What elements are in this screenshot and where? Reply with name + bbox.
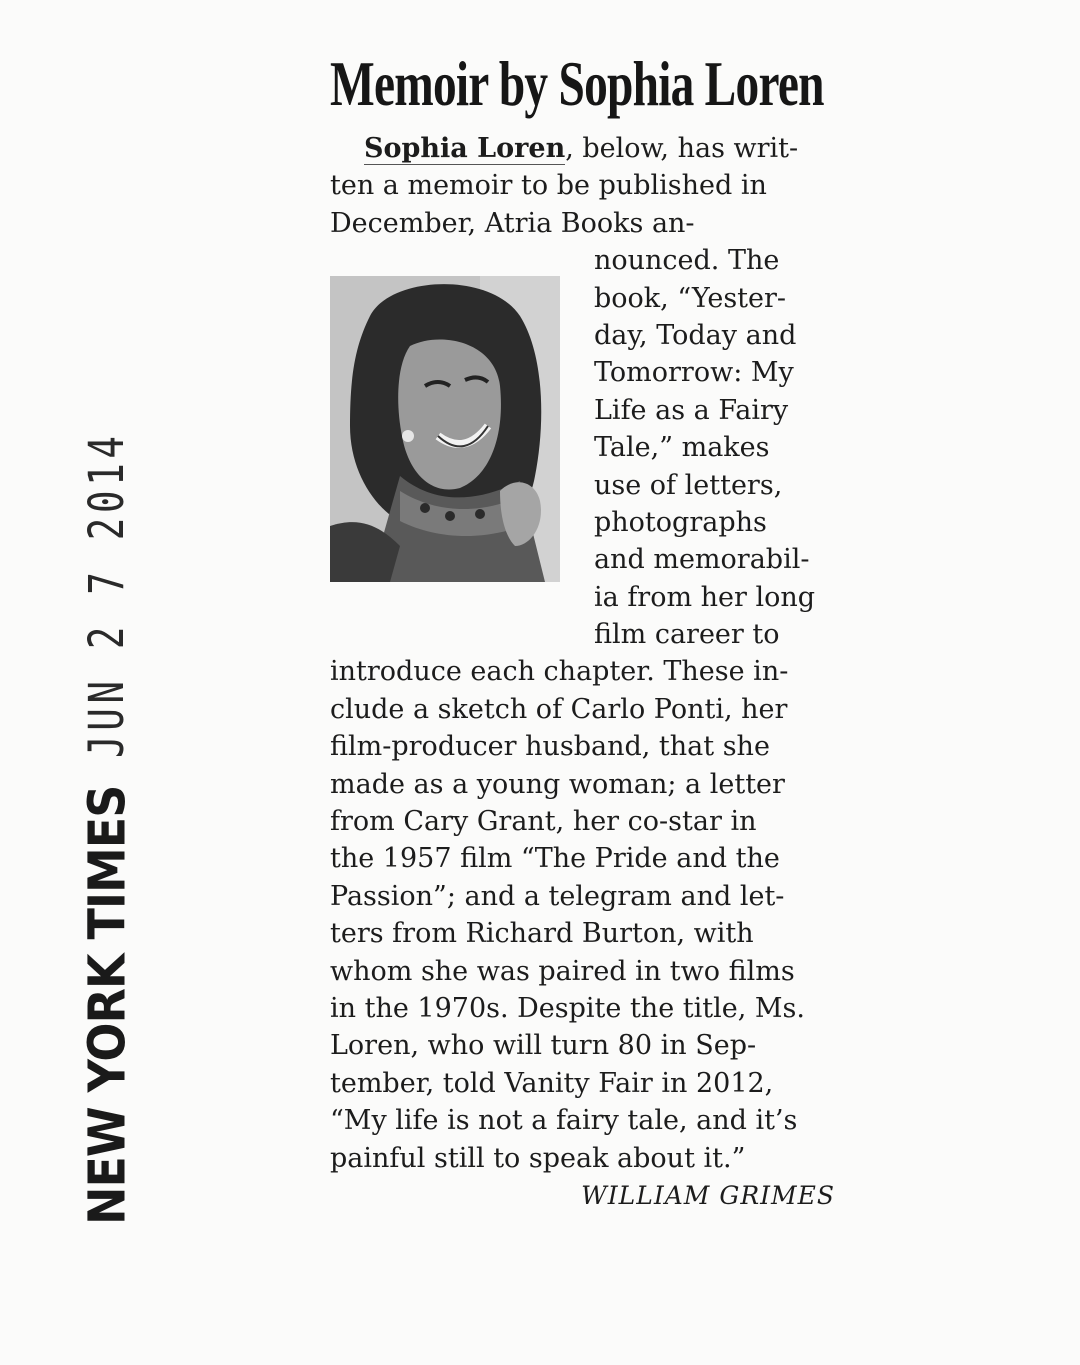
article-line: use of letters, xyxy=(594,469,783,501)
article-line: day, Today and xyxy=(594,319,797,351)
article-line: photographs xyxy=(594,506,767,538)
article-byline: WILLIAM GRIMES xyxy=(581,1180,835,1210)
portrait-photo xyxy=(330,276,560,582)
article-line: the 1957 film “The Pride and the xyxy=(330,843,780,875)
article-line: Passion”; and a telegram and let- xyxy=(330,880,785,912)
article-line: film-producer husband, that she xyxy=(330,731,770,763)
portrait-photo-image xyxy=(330,276,560,582)
article-line: Life as a Fairy xyxy=(594,394,789,426)
stamp-newspaper-name: NEW YORK TIMES xyxy=(77,785,137,1225)
article-line: ters from Richard Burton, with xyxy=(330,918,754,950)
article-line: and memorabil- xyxy=(594,544,810,576)
article-line: ia from her long xyxy=(594,581,816,613)
article-line: nounced. The xyxy=(594,245,780,277)
article-line: December, Atria Books an- xyxy=(330,207,695,239)
article-line: ten a memoir to be published in xyxy=(330,170,767,202)
article-line: Loren, who will turn 80 in Sep- xyxy=(330,1030,757,1062)
photo-side-column xyxy=(594,242,835,653)
photo-wrap xyxy=(330,242,835,653)
article-line: from Cary Grant, her co-star in xyxy=(330,806,757,838)
article-line: whom she was paired in two films xyxy=(330,955,795,987)
lead-name: Sophia Loren xyxy=(364,133,566,164)
stamp-date: JUN 2 7 2014 xyxy=(79,430,135,758)
article-body xyxy=(330,130,835,1213)
article-line: “My life is not a fairy tale, and it’s xyxy=(330,1105,798,1137)
article-line: made as a young woman; a letter xyxy=(330,768,785,800)
article-line: clude a sketch of Carlo Ponti, her xyxy=(330,693,788,725)
article-line: tember, told Vanity Fair in 2012, xyxy=(330,1067,774,1099)
article-line: introduce each chapter. These in- xyxy=(330,656,789,688)
article-line: in the 1970s. Despite the title, Ms. xyxy=(330,992,805,1024)
article-line: painful still to speak about it.” xyxy=(330,1142,746,1174)
article-line-text: , below, has writ- xyxy=(565,133,799,164)
newspaper-date-stamp xyxy=(52,430,162,1225)
article-line: Tale,” makes xyxy=(594,432,770,464)
article-line xyxy=(330,130,835,167)
article-line: Tomorrow: My xyxy=(594,357,794,389)
article-headline: Memoir by Sophia Loren xyxy=(330,48,824,119)
article-line: film career to xyxy=(594,619,780,651)
article-line: book, “Yester- xyxy=(594,282,787,314)
article-clipping xyxy=(330,48,835,1213)
